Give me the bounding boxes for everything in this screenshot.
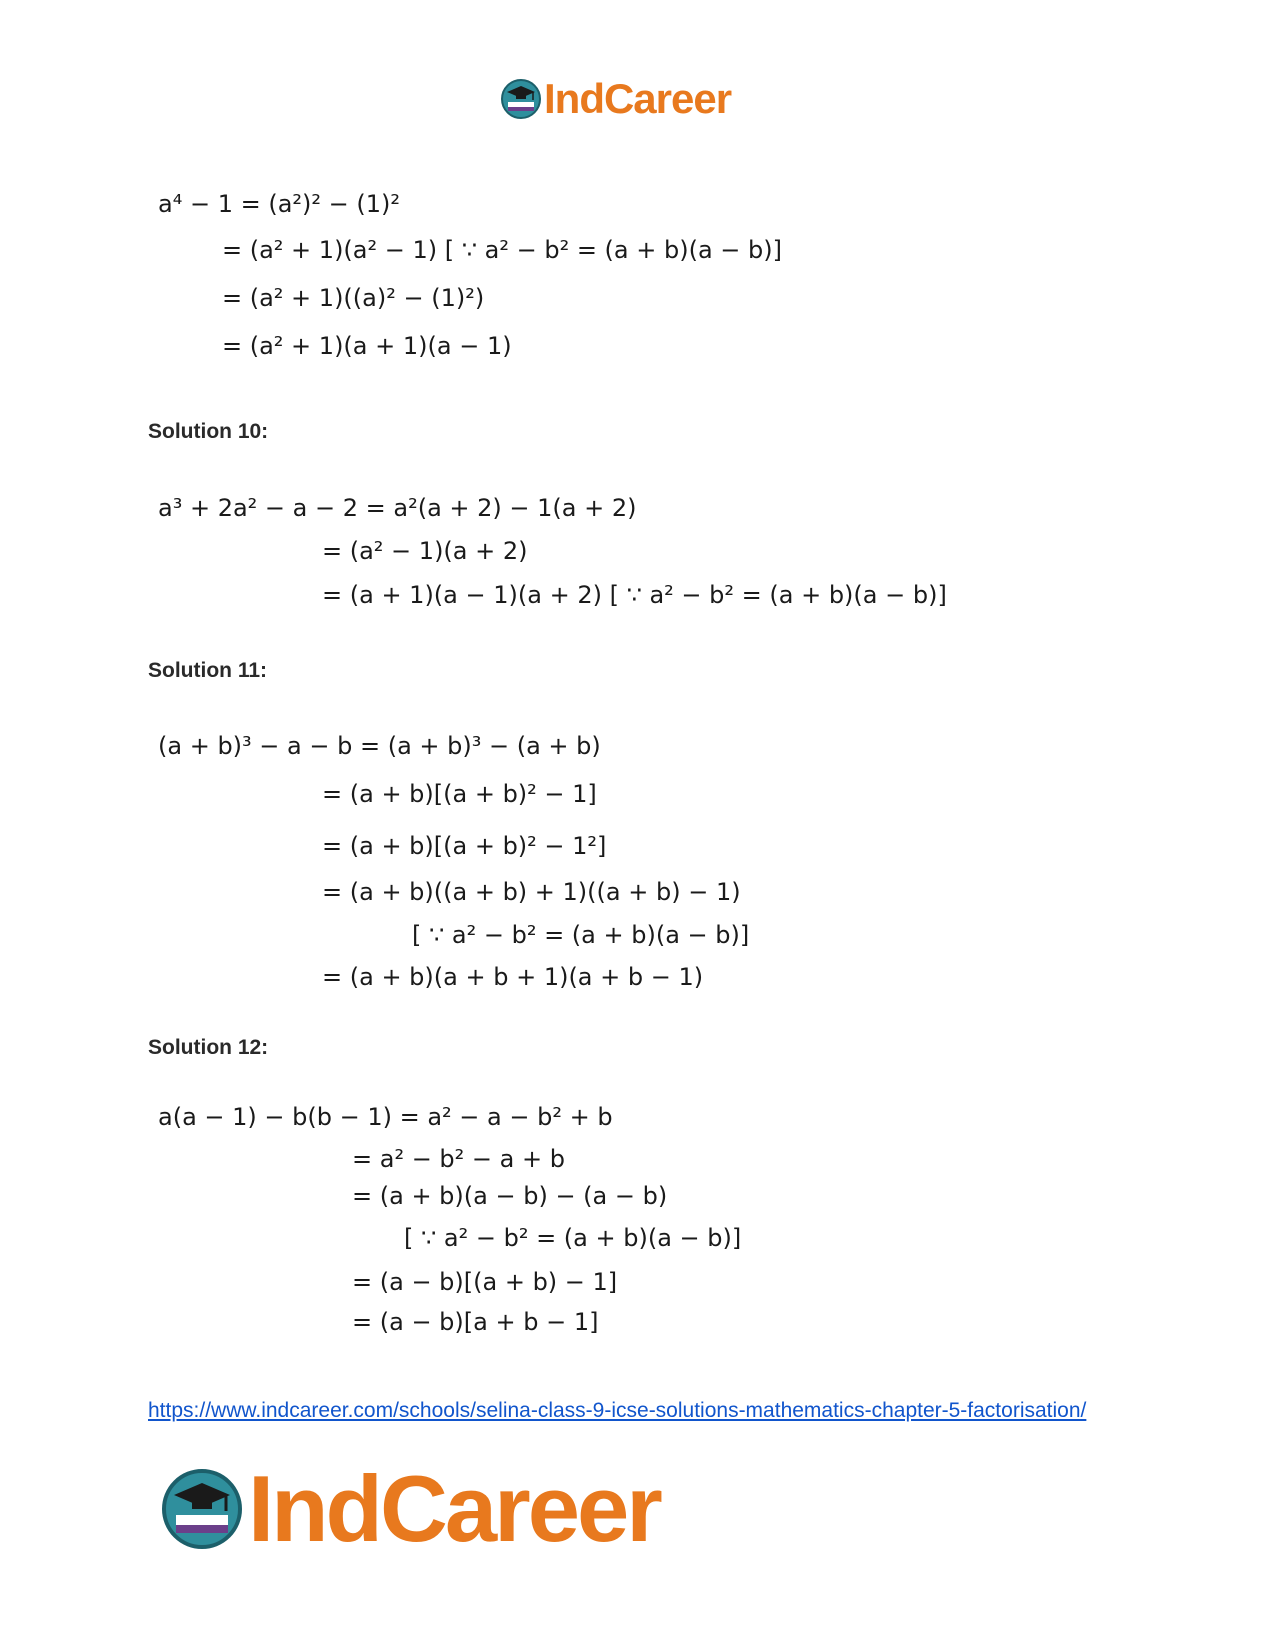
equation-line: [ ∵ a² − b² = (a + b)(a − b)] <box>412 921 750 949</box>
equation-line: (a + b)³ − a − b = (a + b)³ − (a + b) <box>158 732 601 760</box>
source-link[interactable]: https://www.indcareer.com/schools/selina-class-9-icse-solutions-mathematics-chapter-5-factorisation/ <box>148 1399 1087 1422</box>
equation-line: = (a² + 1)((a)² − (1)²) <box>222 284 485 312</box>
solution-heading: Solution 12: <box>148 1036 269 1059</box>
graduation-book-emblem-icon <box>500 78 542 120</box>
equation-line: = (a + b)(a − b) − (a − b) <box>352 1182 668 1210</box>
header-logo <box>500 75 732 122</box>
equation-line: = (a + b)((a + b) + 1)((a + b) − 1) <box>322 878 741 906</box>
equation-line: = (a − b)[(a + b) − 1] <box>352 1268 618 1296</box>
solution-heading: Solution 10: <box>148 420 269 443</box>
equation-line: a(a − 1) − b(b − 1) = a² − a − b² + b <box>158 1103 613 1131</box>
footer-logo <box>160 1456 660 1561</box>
logo-wordmark: IndCareer <box>248 1456 660 1561</box>
equation-line: = (a + b)[(a + b)² − 1²] <box>322 832 607 860</box>
equation-line: = (a² − 1)(a + 2) <box>322 537 528 565</box>
equation-line: = (a + b)(a + b + 1)(a + b − 1) <box>322 963 704 991</box>
logo-wordmark: IndCareer <box>544 75 732 122</box>
equation-line: = (a² + 1)(a² − 1) [ ∵ a² − b² = (a + b)(a − b)] <box>222 236 782 264</box>
equation-line: = a² − b² − a + b <box>352 1145 565 1173</box>
equation-line: = (a² + 1)(a + 1)(a − 1) <box>222 332 512 360</box>
equation-line: a³ + 2a² − a − 2 = a²(a + 2) − 1(a + 2) <box>158 494 637 522</box>
equation-line: a⁴ − 1 = (a²)² − (1)² <box>158 190 400 218</box>
equation-line: = (a − b)[a + b − 1] <box>352 1308 599 1336</box>
equation-line: = (a + 1)(a − 1)(a + 2) [ ∵ a² − b² = (a + b)(a − b)] <box>322 581 947 609</box>
equation-line: [ ∵ a² − b² = (a + b)(a − b)] <box>404 1224 742 1252</box>
solution-heading: Solution 11: <box>148 659 268 682</box>
equation-line: = (a + b)[(a + b)² − 1] <box>322 780 597 808</box>
graduation-book-emblem-icon <box>160 1467 244 1551</box>
